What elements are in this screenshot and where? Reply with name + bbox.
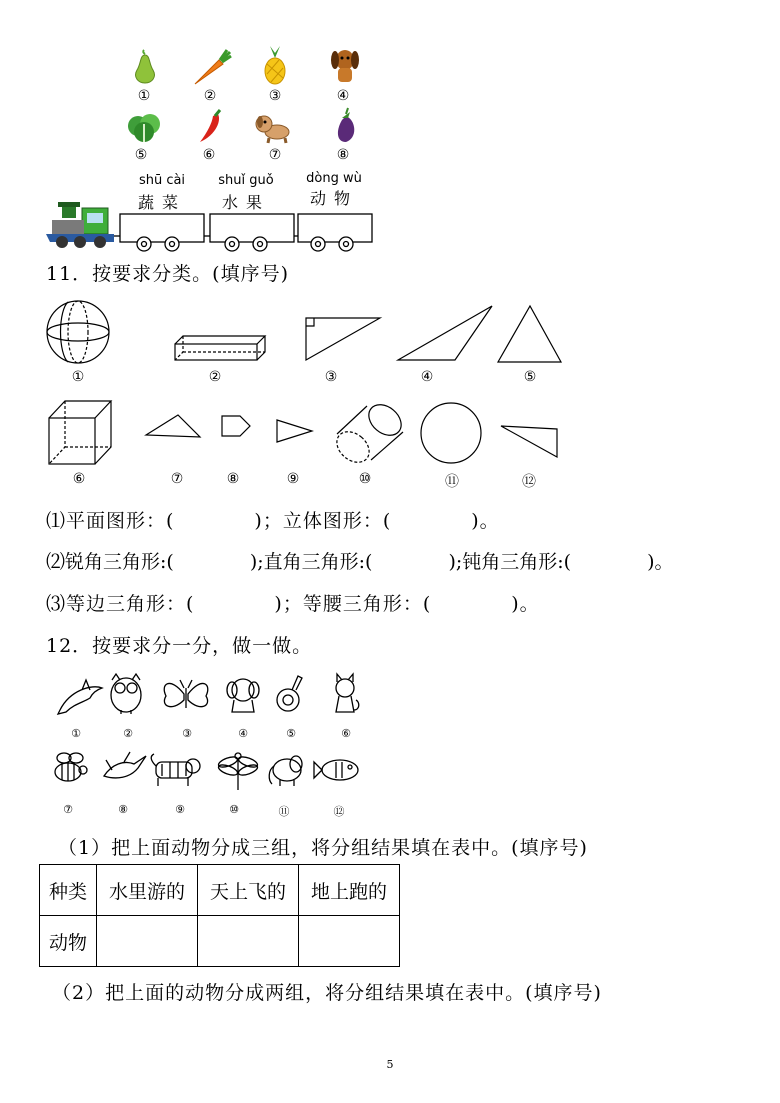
item-number: ⑧ [336, 147, 350, 163]
dolphin-icon [58, 680, 102, 714]
car-pinyin: dòng wù [306, 171, 362, 186]
animal-number: ⑫ [333, 805, 345, 818]
animal-number: ③ [182, 727, 192, 740]
fish-icon [314, 760, 358, 780]
animal-number: ② [123, 727, 133, 740]
shape-number: ⑫ [522, 474, 536, 490]
car-pinyin: shū cài [138, 173, 186, 188]
car-label: 动物 [309, 189, 358, 208]
answer-cell-water[interactable] [97, 916, 198, 967]
car-label: 蔬菜 [137, 193, 186, 212]
item-number: ⑥ [202, 147, 216, 163]
question-12-part-1: （1）把上面动物分成三组，将分组结果填在表中。(填序号) [58, 837, 588, 859]
classification-table [39, 864, 400, 967]
car-label: 水果 [221, 193, 270, 212]
table-header-cell: 天上飞的 [198, 865, 299, 916]
car-pinyin: shuǐ guǒ [218, 173, 274, 188]
snail-icon [277, 676, 302, 711]
page-number: 5 [386, 1058, 394, 1071]
question-12-part-2: （2）把上面的动物分成两组，将分组结果填在表中。(填序号) [52, 982, 602, 1004]
shape-number: ⑤ [523, 369, 537, 385]
animal-number: ⑩ [229, 803, 239, 816]
table-header-cell: 种类 [40, 865, 97, 916]
shape-number: ⑪ [445, 474, 459, 490]
item-number: ② [203, 88, 217, 104]
question-11-part-1[interactable]: ⑴平面图形：( )；立体图形：( )。 [46, 510, 500, 532]
swallow-icon [104, 752, 146, 778]
item-number: ③ [268, 88, 282, 104]
animal-number: ⑨ [175, 803, 185, 816]
animal-number: ① [71, 727, 81, 740]
answer-cell-land[interactable] [299, 916, 400, 967]
answer-cell-sky[interactable] [198, 916, 299, 967]
butterfly-icon [164, 680, 208, 708]
shape-number: ⑥ [72, 471, 86, 487]
shape-number: ② [208, 369, 222, 385]
item-number: ⑦ [268, 147, 282, 163]
item-number: ① [137, 88, 151, 104]
dragonfly-icon [217, 753, 259, 790]
table-header-row [40, 865, 400, 916]
table-header-cell: 水里游的 [97, 865, 198, 916]
shape-number: ③ [324, 369, 338, 385]
shape-number: ⑨ [286, 471, 300, 487]
question-12-title: 12．按要求分一分，做一做。 [46, 635, 313, 657]
cat-icon [336, 674, 359, 712]
shape-number: ⑩ [358, 471, 372, 487]
owl-icon [111, 674, 141, 714]
table-row-label: 动物 [40, 916, 97, 967]
question-11-part-2[interactable]: ⑵锐角三角形:( );直角三角形:( );钝角三角形:( )。 [46, 551, 674, 573]
shape-number: ④ [420, 369, 434, 385]
shape-number: ① [71, 369, 85, 385]
bee-icon [55, 753, 87, 781]
item-number: ⑤ [134, 147, 148, 163]
question-11-title: 11．按要求分类。(填序号) [46, 263, 290, 285]
animal-number: ⑦ [63, 803, 73, 816]
animal-number: ⑧ [118, 803, 128, 816]
animal-number: ⑪ [278, 805, 290, 818]
animal-number: ⑤ [286, 727, 296, 740]
item-number: ④ [336, 88, 350, 104]
question-11-part-3[interactable]: ⑶等边三角形：( )；等腰三角形：( )。 [46, 593, 540, 615]
table-row [40, 916, 400, 967]
dog-icon [227, 679, 259, 712]
shape-number: ⑦ [170, 471, 184, 487]
animal-number: ④ [238, 727, 248, 740]
animal-number: ⑥ [341, 727, 351, 740]
elephant-icon [269, 756, 302, 786]
tiger-icon [151, 754, 200, 786]
table-header-cell: 地上跑的 [299, 865, 400, 916]
shape-number: ⑧ [226, 471, 240, 487]
